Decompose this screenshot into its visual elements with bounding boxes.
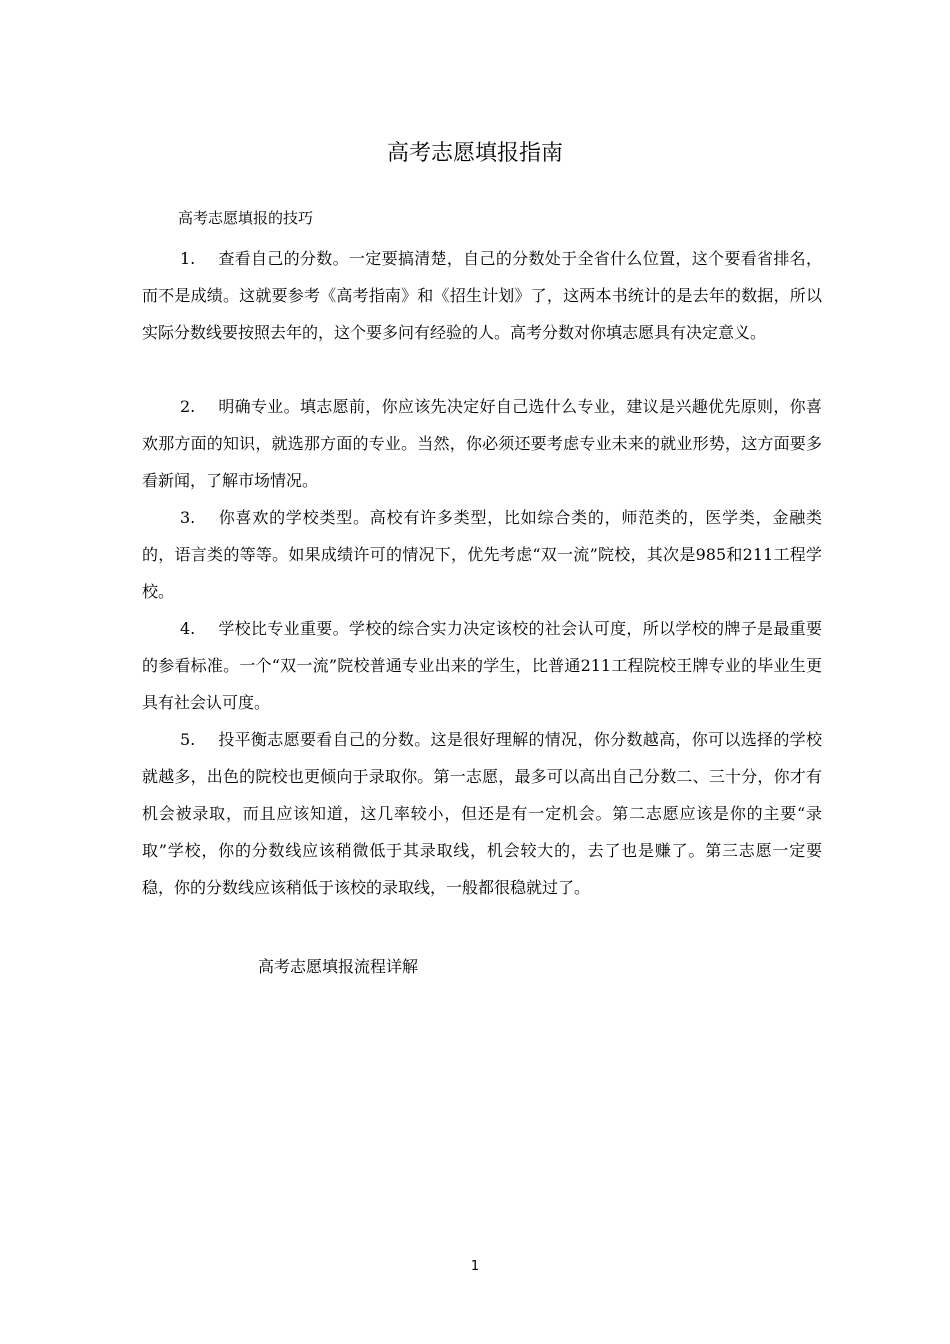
paragraph-number: 5. bbox=[180, 730, 196, 749]
paragraph-number: 2. bbox=[180, 397, 196, 416]
paragraph-4 bbox=[142, 610, 822, 721]
paragraph-text: 投平衡志愿要看自己的分数。这是很好理解的情况，你分数越高，你可以选择的学校就越多，出色的院校也更倾向于录取你。第一志愿，最多可以高出自己分数二、三十分，你才有机会被录取，而且应该知道，这几率较小，但还是有一定机会。第二志愿应该是你的主要“录取”学校，你的分数线应该稍微低于其录取线，机会较大的，去了也是赚了。第三志愿一定要稳，你的分数线应该稍低于该校的录取线，一般都很稳就过了。 bbox=[142, 730, 822, 897]
page-number: 1 bbox=[470, 1259, 480, 1274]
paragraph-number: 4. bbox=[180, 619, 196, 638]
paragraph-number: 1. bbox=[180, 249, 196, 268]
paragraph-2 bbox=[142, 388, 822, 499]
paragraph-1 bbox=[142, 240, 822, 351]
section-heading-tips: 高考志愿填报的技巧 bbox=[178, 209, 314, 227]
paragraph-5 bbox=[142, 721, 822, 906]
paragraph-text: 明确专业。填志愿前，你应该先决定好自己选什么专业，建议是兴趣优先原则，你喜欢那方面的知识，就选那方面的专业。当然，你必须还要考虑专业未来的就业形势，这方面要多看新闻，了解市场情况。 bbox=[142, 397, 822, 490]
paragraph-text: 学校比专业重要。学校的综合实力决定该校的社会认可度，所以学校的牌子是最重要的参看标准。一个“双一流”院校普通专业出来的学生，比普通211工程院校王牌专业的毕业生更具有社会认可度。 bbox=[142, 619, 822, 712]
paragraph-3 bbox=[142, 499, 822, 610]
paragraph-text: 查看自己的分数。一定要搞清楚，自己的分数处于全省什么位置，这个要看省排名，而不是成绩。这就要参考《高考指南》和《招生计划》了，这两本书统计的是去年的数据，所以实际分数线要按照去年的，这个要多问有经验的人。高考分数对你填志愿具有决定意义。 bbox=[142, 249, 822, 342]
document-title: 高考志愿填报指南 bbox=[386, 141, 563, 166]
paragraph-number: 3. bbox=[180, 508, 196, 527]
paragraph-text: 你喜欢的学校类型。高校有许多类型，比如综合类的，师范类的，医学类，金融类的，语言类的等等。如果成绩许可的情况下，优先考虑“双一流”院校，其次是985和211工程学校。 bbox=[142, 508, 822, 601]
section-heading-process: 高考志愿填报流程详解 bbox=[258, 957, 419, 976]
